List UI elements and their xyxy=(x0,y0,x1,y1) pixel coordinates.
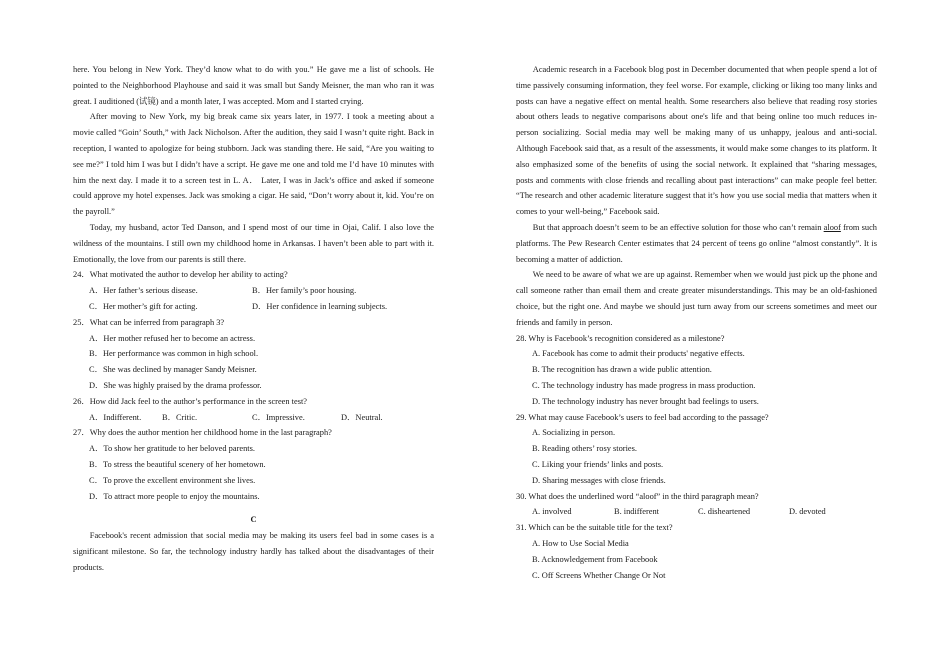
option: D．Her confidence in learning subjects. xyxy=(252,301,388,311)
option: B. indifferent xyxy=(614,507,659,517)
passage-b-paragraph: After moving to New York, my big break came six years later, in 1977. I took a meeting about a movie called “Goin’ South,” with Jack Nicholson. After the audition, they said I wasn’t quite right. Back in reception, I wanted to apologize for being stubborn. Jack was standing there. He said, “Are you waiting to see me?” I told him I was but I didn’t have a script. He gave me one and told me I’d have 10 minutes with him the next day. I made it to a screen test in L. A． Later, I was in Jack’s office and asked if someone could approve my hotel expenses. Jack was smoking a cigar. He said, “Don’t worry about it, kid. You’re on the payroll.” xyxy=(73,112,434,217)
left-column xyxy=(73,62,434,576)
paragraph-text: from such platforms. The Pew Research Center estimates that 24 percent of teens go online “almost constantly”. It is becoming a matter of addiction. xyxy=(516,222,877,264)
option: C. The technology industry has made progress in mass production. xyxy=(532,380,756,390)
passage-c-paragraph xyxy=(516,220,877,267)
question-28: 28. Why is Facebook’s recognition considered as a milestone? xyxy=(516,333,725,343)
option: B．Critic. xyxy=(162,412,198,422)
option: B. Reading others’ rosy stories. xyxy=(532,444,637,454)
section-heading: C xyxy=(250,515,257,525)
question-26: 26．How did Jack feel to the author’s performance in the screen test? xyxy=(73,396,308,406)
option: A．Her mother refused her to become an actress. xyxy=(89,333,256,343)
option: A．Indifferent. xyxy=(89,412,142,422)
passage-c-paragraph: We need to be aware of what we are up against. Remember when we would just pick up the phone and call someone rather than email them and create greater misunderstandings. This may be an old-fashioned choice, but the right one. And maybe we should just turn away from our screens sometimes and meet our friends and family in person. xyxy=(516,270,877,327)
option: C. Off Screens Whether Change Or Not xyxy=(532,570,666,580)
option: D. Sharing messages with close friends. xyxy=(532,475,666,485)
option: A. Socializing in person. xyxy=(532,428,616,438)
passage-c-paragraph: Facebook's recent admission that social media may be making its users feel bad in some cases is a significant milestone. So far, the technology industry hardly has talked about the disadvantages of their products. xyxy=(73,531,434,572)
option: D．To attract more people to enjoy the mountains. xyxy=(89,491,260,501)
option: C．She was declined by manager Sandy Meisner. xyxy=(89,365,257,375)
passage-c-paragraph: Academic research in a Facebook blog post in December documented that when people spend a lot of time passively consuming information, they feel worse. For example, clicking or liking too many links and posts can have a negative effect on mental health. Some researchers also believe that reading rosy stories about others leads to negative comparisons about one's life and that being online too much reduces in-person socializing. Social media may well be making many of us unhappy, jealous and anti-social. Although Facebook said that, as a result of the assessments, it would make some changes to its platform. It also emphasized some of the benefits of using the social network. It explained that “sharing messages, posts and comments with close friends and recalling about past interactions” can make people feel better. “The research and other academic literature suggest that it’s how you use social media that matters when it comes to your well-being,” Facebook said. xyxy=(516,65,877,217)
question-27: 27．Why does the author mention her childhood home in the last paragraph? xyxy=(73,428,332,438)
question-24: 24．What motivated the author to develop her ability to acting? xyxy=(73,270,288,280)
question-24-options-row xyxy=(73,299,434,315)
paragraph-text: But that approach doesn’t seem to be an effective solution for those who can’t remain xyxy=(532,222,824,232)
question-30: 30. What does the underlined word “aloof” in the third paragraph mean? xyxy=(516,491,759,501)
option: D. devoted xyxy=(789,507,826,517)
option: D．She was highly praised by the drama professor. xyxy=(89,380,262,390)
option: B．Her family’s poor housing. xyxy=(252,286,357,296)
option: A．Her father’s serious disease. xyxy=(89,286,198,296)
option: B．Her performance was common in high school. xyxy=(89,349,259,359)
option: C．To prove the excellent environment she lives. xyxy=(89,475,256,485)
option: A. How to Use Social Media xyxy=(532,538,629,548)
question-31: 31. Which can be the suitable title for the text? xyxy=(516,523,673,533)
option: B. Acknowledgement from Facebook xyxy=(532,554,658,564)
underlined-word: aloof xyxy=(823,222,841,232)
right-column xyxy=(516,62,877,583)
option: D. The technology industry has never brought bad feelings to users. xyxy=(532,396,759,406)
question-29: 29. What may cause Facebook’s users to feel bad according to the passage? xyxy=(516,412,769,422)
option: B. The recognition has drawn a wide public attention. xyxy=(532,365,712,375)
question-24-options-row xyxy=(73,283,434,299)
passage-b-paragraph: here. You belong in New York. They’d know what to do with you.” He gave me a list of schools. He pointed to the Neighborhood Playhouse and said it was small but Sandy Meisner, the man who ran it was great. I auditioned (试镜) and a month later, I was accepted. Mom and I started crying. xyxy=(73,65,434,106)
passage-b-paragraph: Today, my husband, actor Ted Danson, and I spend most of our time in Ojai, Calif. I also love the wildness of the mountains. I still own my childhood home in Arkansas. I haven’t been able to part with it. Emotionally, the love from our parents is still there. xyxy=(73,222,434,264)
question-25: 25．What can be inferred from paragraph 3? xyxy=(73,317,225,327)
option: A. Facebook has come to admit their products' negative effects. xyxy=(532,349,745,359)
option: C. disheartened xyxy=(698,507,751,517)
option: A. involved xyxy=(532,507,572,517)
option: B．To stress the beautiful scenery of her hometown. xyxy=(89,459,266,469)
question-26-options-row xyxy=(73,410,434,426)
question-30-options-row xyxy=(516,504,877,520)
option: D．Neutral. xyxy=(341,412,383,422)
option: C．Her mother’s gift for acting. xyxy=(89,301,198,311)
option: C. Liking your friends’ links and posts. xyxy=(532,459,664,469)
option: C．Impressive. xyxy=(252,412,305,422)
option: A．To show her gratitude to her beloved parents. xyxy=(89,444,255,454)
